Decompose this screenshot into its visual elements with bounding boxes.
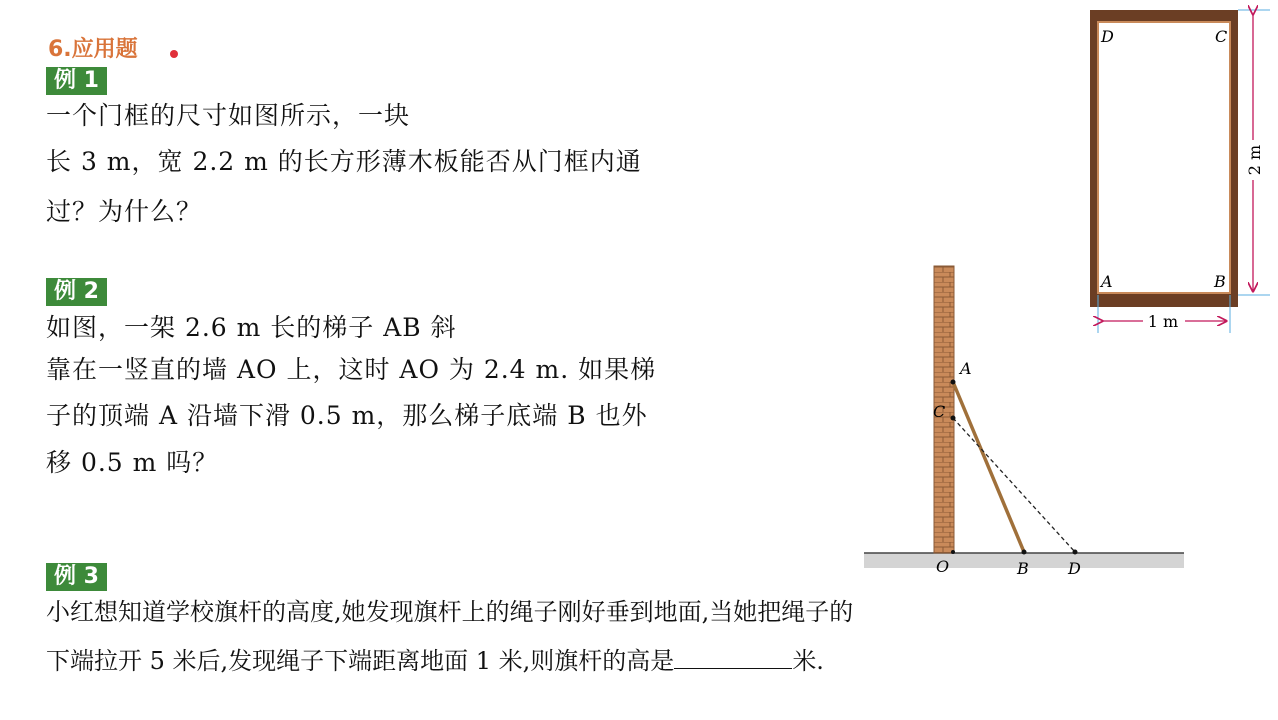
ladder-label-b: B [1017,559,1029,578]
ladder-ab [953,382,1024,552]
door-label-a: A [1101,272,1113,291]
ladder-label-c: C [933,402,946,421]
example-2-line-4: 移 0.5 m 吗？ [46,448,219,477]
ladder-label-d: D [1068,559,1081,578]
door-label-b: B [1214,272,1226,291]
example-2-tag: 例 2 [46,278,107,306]
width-label: 1 m [1147,312,1179,331]
example-1-line-1: 一个门框的尺寸如图所示，一块 [46,101,411,130]
door-label-d: D [1101,27,1114,46]
ladder-label-a: A [960,359,972,378]
door-label-c: C [1215,27,1228,46]
answer-blank [674,646,792,669]
example-2-line-3: 子的顶端 A 沿墙下滑 0.5 m，那么梯子底端 B 也外 [46,401,648,430]
example-3-line-2-end: 米. [792,647,824,675]
example-3-line-1: 小红想知道学校旗杆的高度,她发现旗杆上的绳子刚好垂到地面,当她把绳子的 [46,598,854,626]
section-title: 6.应用题 [48,37,138,62]
ladder-figure [860,262,1190,582]
example-2-line-1: 如图，一架 2.6 m 长的梯子 AB 斜 [46,313,457,342]
red-dot-marker [170,50,178,58]
example-1-line-2: 长 3 m，宽 2.2 m 的长方形薄木板能否从门框内通 [46,147,642,176]
example-1-line-3: 过？为什么？ [46,197,203,226]
example-2-line-2: 靠在一竖直的墙 AO 上，这时 AO 为 2.4 m. 如果梯 [46,355,657,384]
height-label: 2 m [1245,144,1264,176]
example-3-line-2 [46,645,824,677]
example-3-tag: 例 3 [46,563,107,591]
ladder-label-o: O [936,557,950,576]
door-opening [1098,22,1230,293]
example-3-line-2-text: 下端拉开 5 米后,发现绳子下端距离地面 1 米,则旗杆的高是 [46,647,675,675]
example-1-tag: 例 1 [46,67,107,95]
